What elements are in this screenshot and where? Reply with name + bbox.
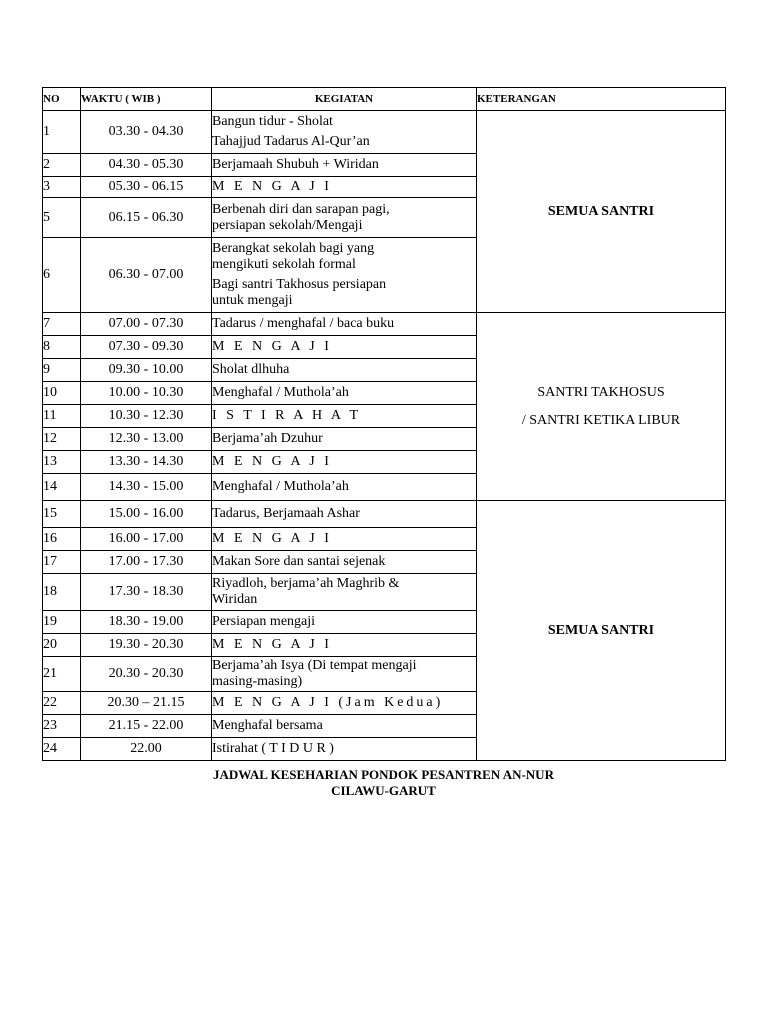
row-activity xyxy=(212,501,477,528)
row-number: 9 xyxy=(43,359,81,382)
activity-line: Tahajjud Tadarus Al-Qur’an xyxy=(212,134,370,149)
activity-line: Berangkat sekolah bagi yang xyxy=(212,241,375,256)
row-time: 12.30 - 13.00 xyxy=(81,428,212,451)
row-time: 14.30 - 15.00 xyxy=(81,474,212,501)
row-time: 09.30 - 10.00 xyxy=(81,359,212,382)
keterangan-group3: SEMUA SANTRI xyxy=(477,501,726,761)
header-keterangan: KETERANGAN xyxy=(477,88,726,111)
activity-line: Bangun tidur - Sholat xyxy=(212,114,333,129)
row-number: 13 xyxy=(43,451,81,474)
row-activity xyxy=(212,657,477,692)
activity-line: M E N G A J I xyxy=(212,531,332,546)
activity-line: Tadarus / menghafal / baca buku xyxy=(212,316,395,331)
activity-line: Riyadloh, berjama’ah Maghrib & xyxy=(212,576,400,591)
activity-line: Menghafal / Muthola’ah xyxy=(212,385,349,400)
row-time: 13.30 - 14.30 xyxy=(81,451,212,474)
keterangan-line: SANTRI TAKHOSUS xyxy=(537,384,665,400)
caption-location: CILAWU-GARUT xyxy=(331,783,436,798)
activity-line: untuk mengaji xyxy=(212,293,293,308)
activity-line: M E N G A J I (Jam Kedua) xyxy=(212,695,444,710)
row-number: 3 xyxy=(43,177,81,198)
row-number: 21 xyxy=(43,657,81,692)
row-activity xyxy=(212,692,477,715)
row-activity xyxy=(212,634,477,657)
row-number: 12 xyxy=(43,428,81,451)
row-activity xyxy=(212,428,477,451)
row-number: 23 xyxy=(43,715,81,738)
keterangan-group1: SEMUA SANTRI xyxy=(477,111,726,313)
row-time: 10.00 - 10.30 xyxy=(81,382,212,405)
row-time: 07.00 - 07.30 xyxy=(81,313,212,336)
row-activity xyxy=(212,611,477,634)
row-activity xyxy=(212,738,477,761)
keterangan-group2 xyxy=(477,313,726,501)
activity-line: Istirahat ( T I D U R ) xyxy=(212,741,334,756)
activity-line: Berjamaah Shubuh + Wiridan xyxy=(212,157,379,172)
activity-line: Berbenah diri dan sarapan pagi, xyxy=(212,201,390,217)
row-activity xyxy=(212,715,477,738)
row-number: 15 xyxy=(43,501,81,528)
row-time: 17.30 - 18.30 xyxy=(81,574,212,611)
row-time: 21.15 - 22.00 xyxy=(81,715,212,738)
row-time: 05.30 - 06.15 xyxy=(81,177,212,198)
caption-title: JADWAL KESEHARIAN PONDOK PESANTREN AN-NUR xyxy=(213,767,554,782)
activity-line: M E N G A J I xyxy=(212,637,332,652)
activity-line: Tadarus, Berjamaah Ashar xyxy=(212,506,360,521)
row-activity xyxy=(212,474,477,501)
row-time: 15.00 - 16.00 xyxy=(81,501,212,528)
row-number: 20 xyxy=(43,634,81,657)
schedule-table xyxy=(42,87,726,761)
row-activity xyxy=(212,405,477,428)
row-time: 22.00 xyxy=(81,738,212,761)
activity-line: Bagi santri Takhosus persiapan xyxy=(212,277,387,292)
row-activity xyxy=(212,198,477,238)
row-time: 04.30 - 05.30 xyxy=(81,154,212,177)
header-waktu: WAKTU ( WIB ) xyxy=(81,88,212,111)
activity-line: persiapan sekolah/Mengaji xyxy=(212,217,363,233)
activity-line: Berjama’ah Isya (Di tempat mengaji xyxy=(212,658,417,673)
row-number: 10 xyxy=(43,382,81,405)
row-activity xyxy=(212,574,477,611)
activity-line: M E N G A J I xyxy=(212,454,332,469)
row-activity xyxy=(212,336,477,359)
row-number: 17 xyxy=(43,551,81,574)
row-number: 2 xyxy=(43,154,81,177)
row-time: 07.30 - 09.30 xyxy=(81,336,212,359)
row-number: 16 xyxy=(43,528,81,551)
row-number: 7 xyxy=(43,313,81,336)
row-time: 06.15 - 06.30 xyxy=(81,198,212,238)
row-number: 8 xyxy=(43,336,81,359)
row-time: 20.30 – 21.15 xyxy=(81,692,212,715)
schedule-body xyxy=(43,111,726,761)
row-activity xyxy=(212,111,477,154)
row-time: 03.30 - 04.30 xyxy=(81,111,212,154)
activity-line: mengikuti sekolah formal xyxy=(212,257,356,272)
row-activity xyxy=(212,313,477,336)
table-row xyxy=(43,111,726,154)
keterangan-line: / SANTRI KETIKA LIBUR xyxy=(521,412,681,428)
row-number: 22 xyxy=(43,692,81,715)
header-no: NO xyxy=(43,88,81,111)
table-row xyxy=(43,313,726,336)
row-time: 06.30 - 07.00 xyxy=(81,238,212,313)
row-number: 5 xyxy=(43,198,81,238)
activity-line: I S T I R A H A T xyxy=(212,408,362,423)
activity-line: Wiridan xyxy=(212,592,258,607)
row-number: 6 xyxy=(43,238,81,313)
row-activity xyxy=(212,528,477,551)
row-number: 24 xyxy=(43,738,81,761)
row-number: 18 xyxy=(43,574,81,611)
activity-line: masing-masing) xyxy=(212,674,303,689)
activity-line: Persiapan mengaji xyxy=(212,614,316,629)
row-number: 11 xyxy=(43,405,81,428)
activity-line: Sholat dlhuha xyxy=(212,362,290,377)
row-activity xyxy=(212,177,477,198)
row-time: 17.00 - 17.30 xyxy=(81,551,212,574)
row-time: 20.30 - 20.30 xyxy=(81,657,212,692)
row-time: 16.00 - 17.00 xyxy=(81,528,212,551)
activity-line: Makan Sore dan santai sejenak xyxy=(212,554,386,569)
row-number: 14 xyxy=(43,474,81,501)
activity-line: Menghafal / Muthola’ah xyxy=(212,479,349,494)
table-header-row xyxy=(43,88,726,111)
row-activity xyxy=(212,359,477,382)
activity-line: M E N G A J I xyxy=(212,179,332,194)
activity-line: M E N G A J I xyxy=(212,339,332,354)
row-time: 18.30 - 19.00 xyxy=(81,611,212,634)
row-activity xyxy=(212,382,477,405)
table-row xyxy=(43,501,726,528)
row-activity xyxy=(212,154,477,177)
activity-line: Berjama’ah Dzuhur xyxy=(212,431,323,446)
row-number: 19 xyxy=(43,611,81,634)
row-time: 19.30 - 20.30 xyxy=(81,634,212,657)
row-number: 1 xyxy=(43,111,81,154)
activity-line: Menghafal bersama xyxy=(212,718,323,733)
header-kegiatan: KEGIATAN xyxy=(212,88,477,111)
row-time: 10.30 - 12.30 xyxy=(81,405,212,428)
row-activity xyxy=(212,451,477,474)
row-activity xyxy=(212,551,477,574)
row-activity xyxy=(212,238,477,313)
